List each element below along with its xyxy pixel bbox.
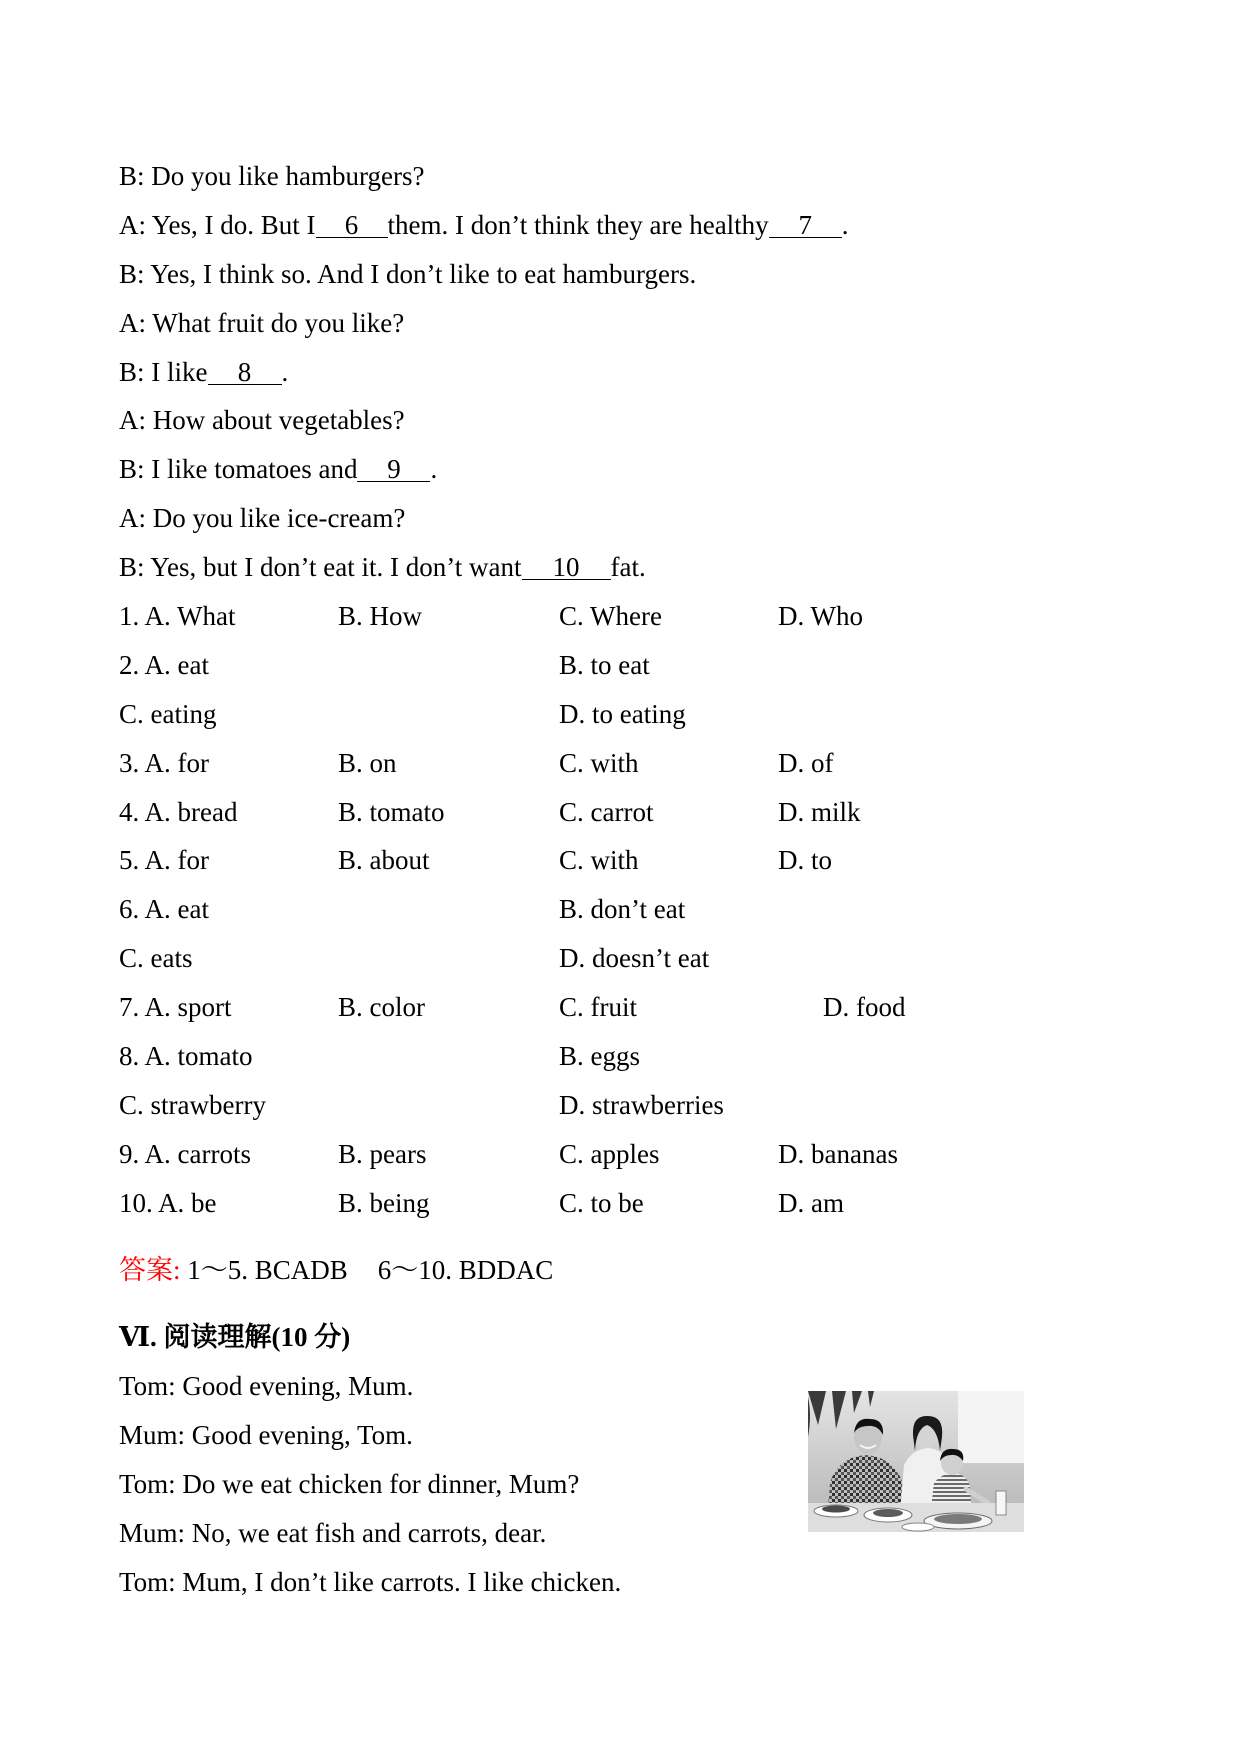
answer-part-1: 1～5. BCADB (187, 1255, 348, 1285)
question-5-option-d: D. to (778, 845, 832, 876)
question-9-option-c: C. apples (559, 1138, 660, 1169)
dialogue-text: A: How about vegetables? (119, 405, 405, 436)
question-7-option-a (119, 983, 232, 1032)
question-6-option-a (119, 885, 209, 934)
question-2-row-2 (119, 690, 1199, 739)
window-light (958, 1391, 1024, 1463)
question-2-option-b: B. to eat (559, 649, 650, 680)
question-number: 4. (119, 796, 140, 827)
question-2-option-d: D. to eating (559, 698, 686, 729)
dialogue-text: . (841, 209, 849, 240)
option-text: A. for (144, 845, 209, 876)
question-9-option-d: D. bananas (778, 1138, 898, 1169)
question-6-option-d: D. doesn’t eat (559, 943, 710, 974)
question-4-row (119, 788, 1199, 837)
dialogue-text: A: Yes, I do. But I (119, 209, 316, 240)
question-6-row (119, 885, 1199, 934)
question-3-option-d: D. of (778, 747, 834, 778)
dialogue-text: B: Do you like hamburgers? (119, 161, 425, 191)
question-number: 7. (119, 992, 140, 1023)
dinner-table (808, 1503, 1024, 1532)
question-6-option-c: C. eats (119, 943, 193, 974)
question-8-option-d: D. strawberries (559, 1089, 724, 1120)
question-9-option-a (119, 1130, 251, 1179)
drinking-glass (996, 1491, 1006, 1515)
question-7-option-d: D. food (823, 992, 906, 1023)
question-6-option-b: B. don’t eat (559, 894, 686, 925)
question-1-row (119, 592, 1199, 641)
dialogue-line (119, 494, 1199, 543)
dialogue-line (119, 348, 1199, 397)
family-dinner-photo (808, 1391, 1024, 1532)
question-3-option-b: B. on (338, 747, 397, 778)
dialogue-line (119, 445, 1199, 494)
question-1-option-b: B. How (338, 601, 423, 631)
question-1-option-a (119, 592, 236, 641)
reading-line: Tom: Good evening, Mum. (119, 1371, 414, 1401)
question-7-row (119, 983, 1199, 1032)
question-4-option-a (119, 788, 237, 837)
question-10-option-d: D. am (778, 1187, 844, 1218)
dialogue-text: B: I like (119, 356, 208, 387)
dialogue-line (119, 396, 1199, 445)
question-5-row (119, 836, 1199, 885)
question-2-row (119, 641, 1199, 690)
question-3-option-a (119, 739, 209, 788)
question-number: 9. (119, 1138, 140, 1169)
question-number: 10. (119, 1187, 153, 1218)
question-9-row (119, 1130, 1199, 1179)
question-5-option-c: C. with (559, 845, 639, 876)
question-number: 8. (119, 1041, 140, 1072)
option-text: A. be (158, 1187, 217, 1218)
question-7-option-b: B. color (338, 992, 425, 1023)
dialogue-text: B: I like tomatoes and (119, 454, 358, 485)
question-10-option-c: C. to be (559, 1187, 644, 1218)
question-5-option-a (119, 836, 209, 885)
question-2-option-c: C. eating (119, 698, 217, 729)
question-number: 2. (119, 649, 140, 680)
section-heading: Ⅵ. 阅读理解(10 分) (119, 1322, 351, 1352)
question-6-row-2 (119, 934, 1199, 983)
dialogue-line (119, 201, 1199, 250)
answer-label: 答案: (119, 1255, 181, 1285)
dialogue-text: B: Yes, I think so. And I don’t like to eat hamburgers. (119, 258, 697, 289)
question-8-option-c: C. strawberry (119, 1089, 266, 1120)
dialogue-text: . (281, 356, 289, 387)
dialogue-text: . (430, 454, 438, 485)
option-text: A. eat (144, 894, 209, 925)
multiple-choice-options (119, 592, 1199, 1228)
question-4-option-b: B. tomato (338, 796, 445, 827)
question-7-option-c: C. fruit (559, 992, 637, 1023)
question-3-option-c: C. with (559, 747, 639, 778)
blank-6: 6 (316, 213, 388, 238)
dialogue-text: B: Yes, but I don’t eat it. I don’t want (119, 552, 522, 583)
reading-line: Mum: No, we eat fish and carrots, dear. (119, 1518, 547, 1548)
question-10-option-a (119, 1179, 217, 1228)
reading-line: Mum: Good evening, Tom. (119, 1420, 413, 1450)
question-9-option-b: B. pears (338, 1138, 427, 1169)
question-8-row (119, 1032, 1199, 1081)
question-2-option-a (119, 641, 209, 690)
dialogue-line (119, 299, 1199, 348)
dialogue-text: fat. (610, 552, 646, 583)
blank-7: 7 (769, 213, 842, 238)
dialogue-line (119, 543, 1199, 592)
question-8-option-a (119, 1032, 253, 1081)
blank-9: 9 (357, 457, 430, 482)
question-4-option-d: D. milk (778, 796, 861, 827)
reading-dialogue (119, 1362, 1199, 1607)
blank-8: 8 (208, 360, 282, 385)
question-1-option-c: C. Where (559, 601, 662, 631)
dialogue-text: A: Do you like ice-cream? (119, 503, 406, 534)
option-text: A. sport (144, 992, 232, 1023)
question-5-option-b: B. about (338, 845, 430, 876)
option-text: A. bread (144, 796, 238, 827)
answer-key (119, 1246, 1199, 1294)
question-10-row (119, 1179, 1199, 1228)
reading-line: Tom: Do we eat chicken for dinner, Mum? (119, 1469, 580, 1499)
question-number: 1. (119, 601, 140, 631)
question-number: 6. (119, 894, 140, 925)
question-3-row (119, 739, 1199, 788)
question-number: 5. (119, 845, 140, 876)
dialogue-line (119, 250, 1199, 299)
dialogue-line (119, 152, 1199, 201)
option-text: A. for (144, 747, 209, 778)
cloze-dialogue (119, 152, 1199, 592)
question-8-option-b: B. eggs (559, 1041, 640, 1072)
question-4-option-c: C. carrot (559, 796, 654, 827)
question-10-option-b: B. being (338, 1187, 430, 1218)
question-number: 3. (119, 747, 140, 778)
dialogue-text: A: What fruit do you like? (119, 307, 405, 338)
option-text: A. tomato (144, 1041, 253, 1072)
option-text: A. carrots (144, 1138, 251, 1169)
question-1-option-d: D. Who (778, 601, 863, 631)
dialogue-text: them. I don’t think they are healthy (387, 209, 769, 240)
reading-line: Tom: Mum, I don’t like carrots. I like chicken. (119, 1567, 622, 1597)
answer-part-2: 6～10. BDDAC (377, 1255, 554, 1285)
option-text: A. eat (144, 649, 209, 680)
option-text: A. What (144, 601, 236, 631)
blank-10: 10 (522, 555, 611, 580)
question-8-row-2 (119, 1081, 1199, 1130)
